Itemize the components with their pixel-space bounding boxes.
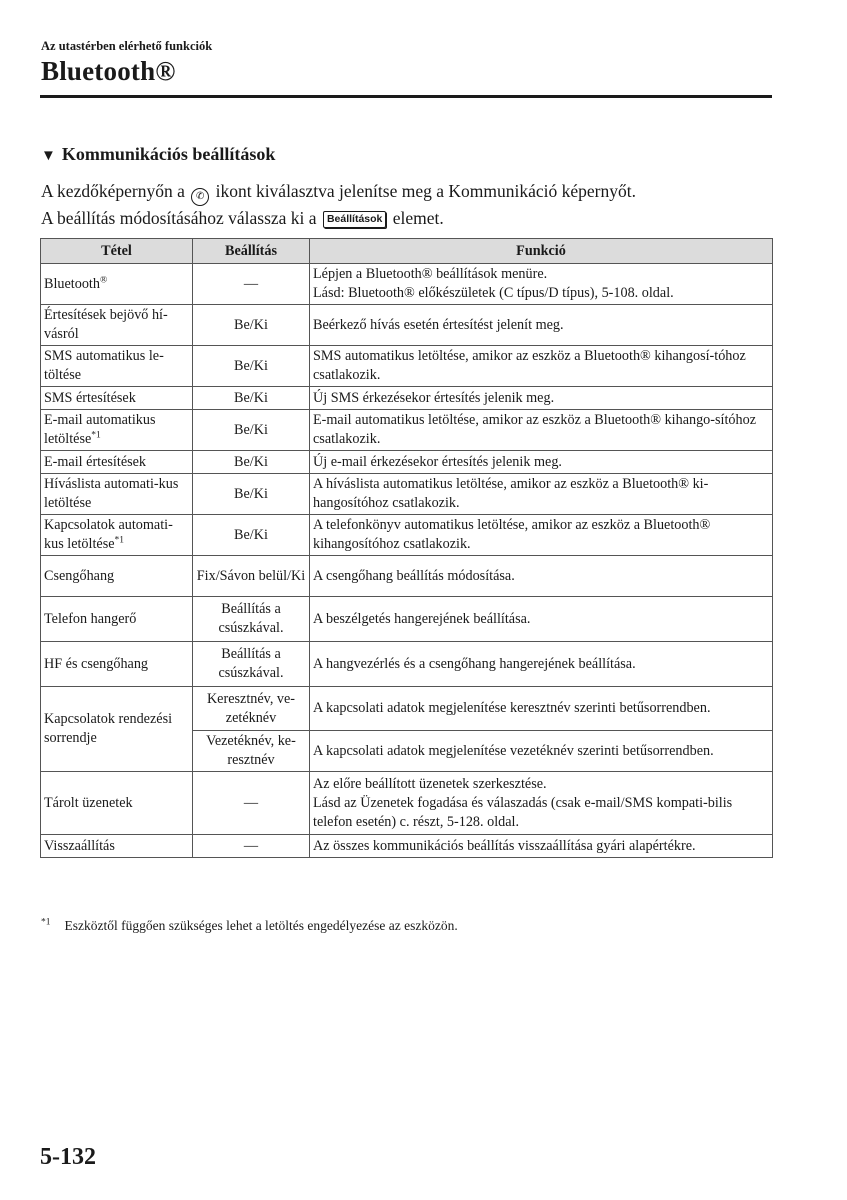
table-row bbox=[41, 556, 773, 597]
function-line: Lásd: Bluetooth® előkészületek (C típus/D típus), 5-108. oldal. bbox=[313, 285, 674, 301]
intro-text bbox=[41, 179, 781, 230]
cell-item-text: Kapcsolatok automati-kus letöltése bbox=[44, 517, 173, 552]
cell-item bbox=[41, 451, 193, 474]
cell-function bbox=[310, 410, 773, 451]
table-row bbox=[41, 264, 773, 305]
cell-item: Kapcsolatok rendezési sorrendje bbox=[41, 687, 193, 772]
cell-setting: — bbox=[193, 772, 310, 835]
subheading bbox=[41, 144, 275, 165]
cell-function bbox=[310, 835, 773, 858]
cell-setting: Be/Ki bbox=[193, 474, 310, 515]
cell-item-sup: *1 bbox=[114, 535, 125, 546]
cell-function bbox=[310, 346, 773, 387]
header-function: Funkció bbox=[310, 239, 773, 264]
table-row bbox=[41, 305, 773, 346]
function-line: E-mail automatikus letöltése, amikor az eszköz a Bluetooth® kihango-sítóhoz csatlakozik. bbox=[313, 412, 756, 447]
triangle-marker-icon: ▼ bbox=[41, 148, 56, 164]
table-row bbox=[41, 346, 773, 387]
cell-item-text: Visszaállítás bbox=[44, 837, 115, 854]
cell-setting: Beállítás a csúszkával. bbox=[193, 642, 310, 687]
cell-function bbox=[310, 731, 773, 772]
table-row bbox=[41, 687, 773, 731]
cell-function bbox=[310, 515, 773, 556]
cell-setting: Be/Ki bbox=[193, 387, 310, 410]
cell-item-text: Tárolt üzenetek bbox=[44, 794, 133, 811]
cell-item-text: Híváslista automati-kus letöltése bbox=[44, 476, 179, 511]
cell-item bbox=[41, 515, 193, 556]
cell-item bbox=[41, 474, 193, 515]
cell-function bbox=[310, 474, 773, 515]
function-line: Beérkező hívás esetén értesítést jelenít meg. bbox=[313, 316, 564, 333]
cell-setting: Vezetéknév, ke-resztnév bbox=[193, 731, 310, 772]
cell-item-text: Értesítések bejövő hí-vásról bbox=[44, 307, 168, 342]
table-row bbox=[41, 410, 773, 451]
intro-line1-start: A kezdőképernyőn a bbox=[41, 181, 185, 201]
cell-item bbox=[41, 410, 193, 451]
cell-setting: Beállítás a csúszkával. bbox=[193, 597, 310, 642]
function-line: A hangvezérlés és a csengőhang hangerejének beállítása. bbox=[313, 655, 636, 672]
function-line: Új SMS érkezésekor értesítés jelenik meg. bbox=[313, 389, 555, 406]
cell-item-text: Telefon hangerő bbox=[44, 610, 137, 627]
cell-setting: Fix/Sávon belül/Ki bbox=[193, 556, 310, 597]
intro-line2-end: elemet. bbox=[392, 208, 444, 228]
cell-function bbox=[310, 264, 773, 305]
table-row bbox=[41, 597, 773, 642]
cell-function bbox=[310, 387, 773, 410]
cell-item bbox=[41, 387, 193, 410]
section-label: Az utastérben elérhető funkciók bbox=[41, 39, 213, 53]
table-row bbox=[41, 474, 773, 515]
function-line: A telefonkönyv automatikus letöltése, amikor az eszköz a Bluetooth® kihangosítóhoz csatlakozik. bbox=[313, 517, 711, 552]
cell-setting: Be/Ki bbox=[193, 305, 310, 346]
cell-item-text: E-mail automatikus letöltése bbox=[44, 412, 156, 447]
cell-item bbox=[41, 264, 193, 305]
cell-item-sup: ® bbox=[99, 274, 108, 285]
table-row bbox=[41, 835, 773, 858]
cell-item bbox=[41, 772, 193, 835]
footnote-mark: *1 bbox=[41, 917, 51, 928]
cell-item bbox=[41, 556, 193, 597]
function-line: Új e-mail érkezésekor értesítés jelenik meg. bbox=[313, 453, 562, 470]
cell-item-text: Bluetooth bbox=[44, 275, 100, 292]
table-row bbox=[41, 642, 773, 687]
settings-key-button: Beállítások bbox=[323, 211, 386, 228]
title-divider bbox=[40, 95, 772, 98]
cell-setting: Keresztnév, ve-zetéknév bbox=[193, 687, 310, 731]
function-line: A csengőhang beállítás módosítása. bbox=[313, 567, 515, 584]
cell-item-sup: *1 bbox=[91, 430, 101, 441]
cell-function bbox=[310, 451, 773, 474]
cell-setting: — bbox=[193, 835, 310, 858]
function-line: A kapcsolati adatok megjelenítése keresztnév szerinti betűsorrendben. bbox=[313, 700, 711, 716]
intro-line2-start: A beállítás módosításához válassza ki a bbox=[41, 208, 317, 228]
cell-item-text: Csengőhang bbox=[44, 567, 115, 584]
page-number: 5-132 bbox=[40, 1144, 96, 1170]
footnote bbox=[41, 918, 458, 934]
subheading-text: Kommunikációs beállítások bbox=[61, 144, 276, 164]
page-title: Bluetooth® bbox=[41, 56, 176, 86]
function-line: A kapcsolati adatok megjelenítése vezetéknév szerinti betűsorrendben. bbox=[313, 742, 714, 759]
cell-function bbox=[310, 597, 773, 642]
phone-icon: ✆ bbox=[191, 188, 209, 206]
cell-function bbox=[310, 305, 773, 346]
function-line: Lásd az Üzenetek fogadása és válaszadás (csak e-mail/SMS kompati-bilis telefon esetén) c. részt, 5-128. oldal. bbox=[313, 794, 733, 830]
function-line: Az összes kommunikációs beállítás visszaállítása gyári alapértékre. bbox=[313, 837, 696, 854]
table-row bbox=[41, 772, 773, 835]
header-item: Tétel bbox=[41, 239, 193, 264]
table-header-row bbox=[41, 239, 773, 264]
table-row bbox=[41, 387, 773, 410]
cell-item-text: SMS automatikus le-töltése bbox=[44, 348, 164, 383]
footnote-text: Eszköztől függően szükséges lehet a letöltés engedélyezése az eszközön. bbox=[64, 918, 458, 933]
cell-function bbox=[310, 642, 773, 687]
intro-line-1 bbox=[41, 179, 781, 206]
cell-function bbox=[310, 687, 773, 731]
table-body bbox=[41, 264, 773, 858]
cell-item bbox=[41, 597, 193, 642]
cell-item-text: SMS értesítések bbox=[44, 389, 136, 406]
cell-setting: Be/Ki bbox=[193, 451, 310, 474]
intro-line-2 bbox=[41, 206, 781, 230]
settings-table bbox=[40, 238, 773, 858]
cell-item-text: HF és csengőhang bbox=[44, 655, 149, 672]
table-row bbox=[41, 451, 773, 474]
cell-setting: Be/Ki bbox=[193, 515, 310, 556]
function-line: SMS automatikus letöltése, amikor az eszköz a Bluetooth® kihangosí-tóhoz csatlakozik. bbox=[313, 348, 746, 383]
cell-setting: Be/Ki bbox=[193, 410, 310, 451]
function-line: A beszélgetés hangerejének beállítása. bbox=[313, 610, 531, 627]
header-setting: Beállítás bbox=[193, 239, 310, 264]
table-row bbox=[41, 515, 773, 556]
cell-function bbox=[310, 772, 773, 835]
cell-setting: Be/Ki bbox=[193, 346, 310, 387]
cell-item bbox=[41, 305, 193, 346]
cell-item-text: E-mail értesítések bbox=[44, 453, 147, 470]
function-line: Lépjen a Bluetooth® beállítások menüre. bbox=[313, 266, 548, 282]
intro-line1-end: ikont kiválasztva jelenítse meg a Kommunikáció képernyőt. bbox=[215, 181, 636, 201]
cell-item bbox=[41, 346, 193, 387]
function-line: A híváslista automatikus letöltése, amikor az eszköz a Bluetooth® ki-hangosítóhoz csatlakozik. bbox=[313, 476, 709, 511]
cell-setting: — bbox=[193, 264, 310, 305]
cell-item bbox=[41, 835, 193, 858]
cell-item bbox=[41, 642, 193, 687]
cell-function bbox=[310, 556, 773, 597]
function-line: Az előre beállított üzenetek szerkesztése. bbox=[313, 775, 547, 792]
